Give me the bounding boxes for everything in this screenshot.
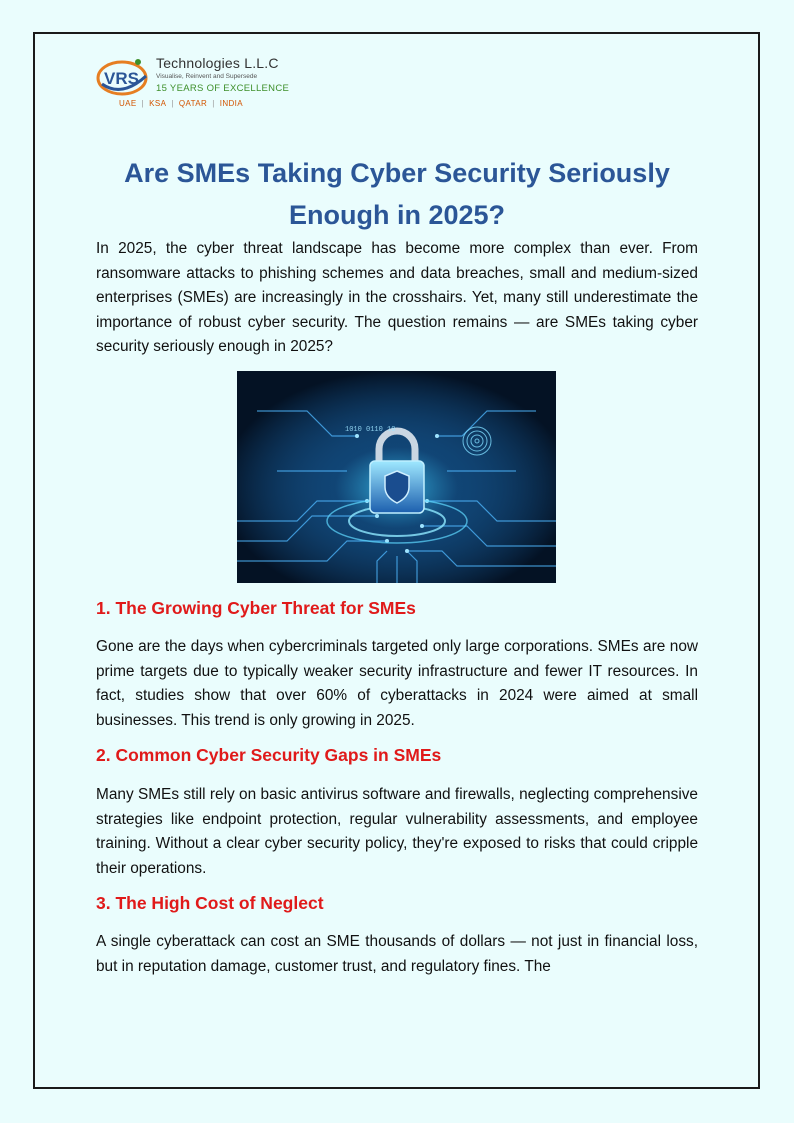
region-separator: | (212, 99, 215, 108)
region-separator: | (171, 99, 174, 108)
section-1-heading: 1. The Growing Cyber Threat for SMEs (96, 598, 416, 618)
region-separator: | (141, 99, 145, 108)
page-title: Are SMEs Taking Cyber Security Seriously Enough in 2025? (124, 158, 670, 230)
region-ksa: KSA (149, 99, 167, 108)
section-2-body: Many SMEs still rely on basic antivirus software and firewalls, neglecting comprehensive strategies like endpoint protection, regular vulnerability assessments, and employee training. Without a clear cyber security policy, they're exposed to risks that could cripple their operations. (96, 786, 698, 877)
logo-mark-text: VRS (104, 69, 139, 88)
logo-company-name: Technologies L.L.C (156, 55, 279, 71)
logo-tagline: Visualise, Reinvent and Supersede (156, 73, 258, 80)
logo-regions (114, 99, 248, 108)
logo-years-badge: 15 YEARS OF EXCELLENCE (156, 83, 290, 94)
region-india: INDIA (219, 99, 244, 108)
section-3-body: A single cyberattack can cost an SME thousands of dollars — not just in financial loss, but in reputation damage, customer trust, and regulatory fines. The (96, 933, 698, 975)
binary-text: 1010 0110 10 (345, 426, 396, 434)
hero-image (237, 371, 556, 583)
section-1-body: Gone are the days when cybercriminals targeted only large corporations. SMEs are now prime targets due to typically weaker security infrastructure and fewer IT resources. In fact, studies show that over 60% of cyberattacks in 2024 were aimed at small businesses. This trend is only growing in 2025. (96, 638, 698, 729)
region-qatar: QATAR (178, 99, 208, 108)
vrs-logo-mark-icon (96, 54, 152, 98)
region-uae: UAE (119, 99, 137, 108)
section-2-heading: 2. Common Cyber Security Gaps in SMEs (96, 745, 442, 765)
section-3-heading: 3. The High Cost of Neglect (96, 893, 324, 913)
company-logo[interactable] (96, 52, 306, 114)
intro-paragraph: In 2025, the cyber threat landscape has become more complex than ever. From ransomware attacks to phishing schemes and data breaches, small and medium-sized enterprises (SMEs) are increasingly in the crosshairs. Yet, many still underestimate the importance of robust cyber security. The question remains — are SMEs taking cyber security seriously enough in 2025? (96, 240, 698, 355)
padlock-circuit-icon (237, 371, 556, 583)
